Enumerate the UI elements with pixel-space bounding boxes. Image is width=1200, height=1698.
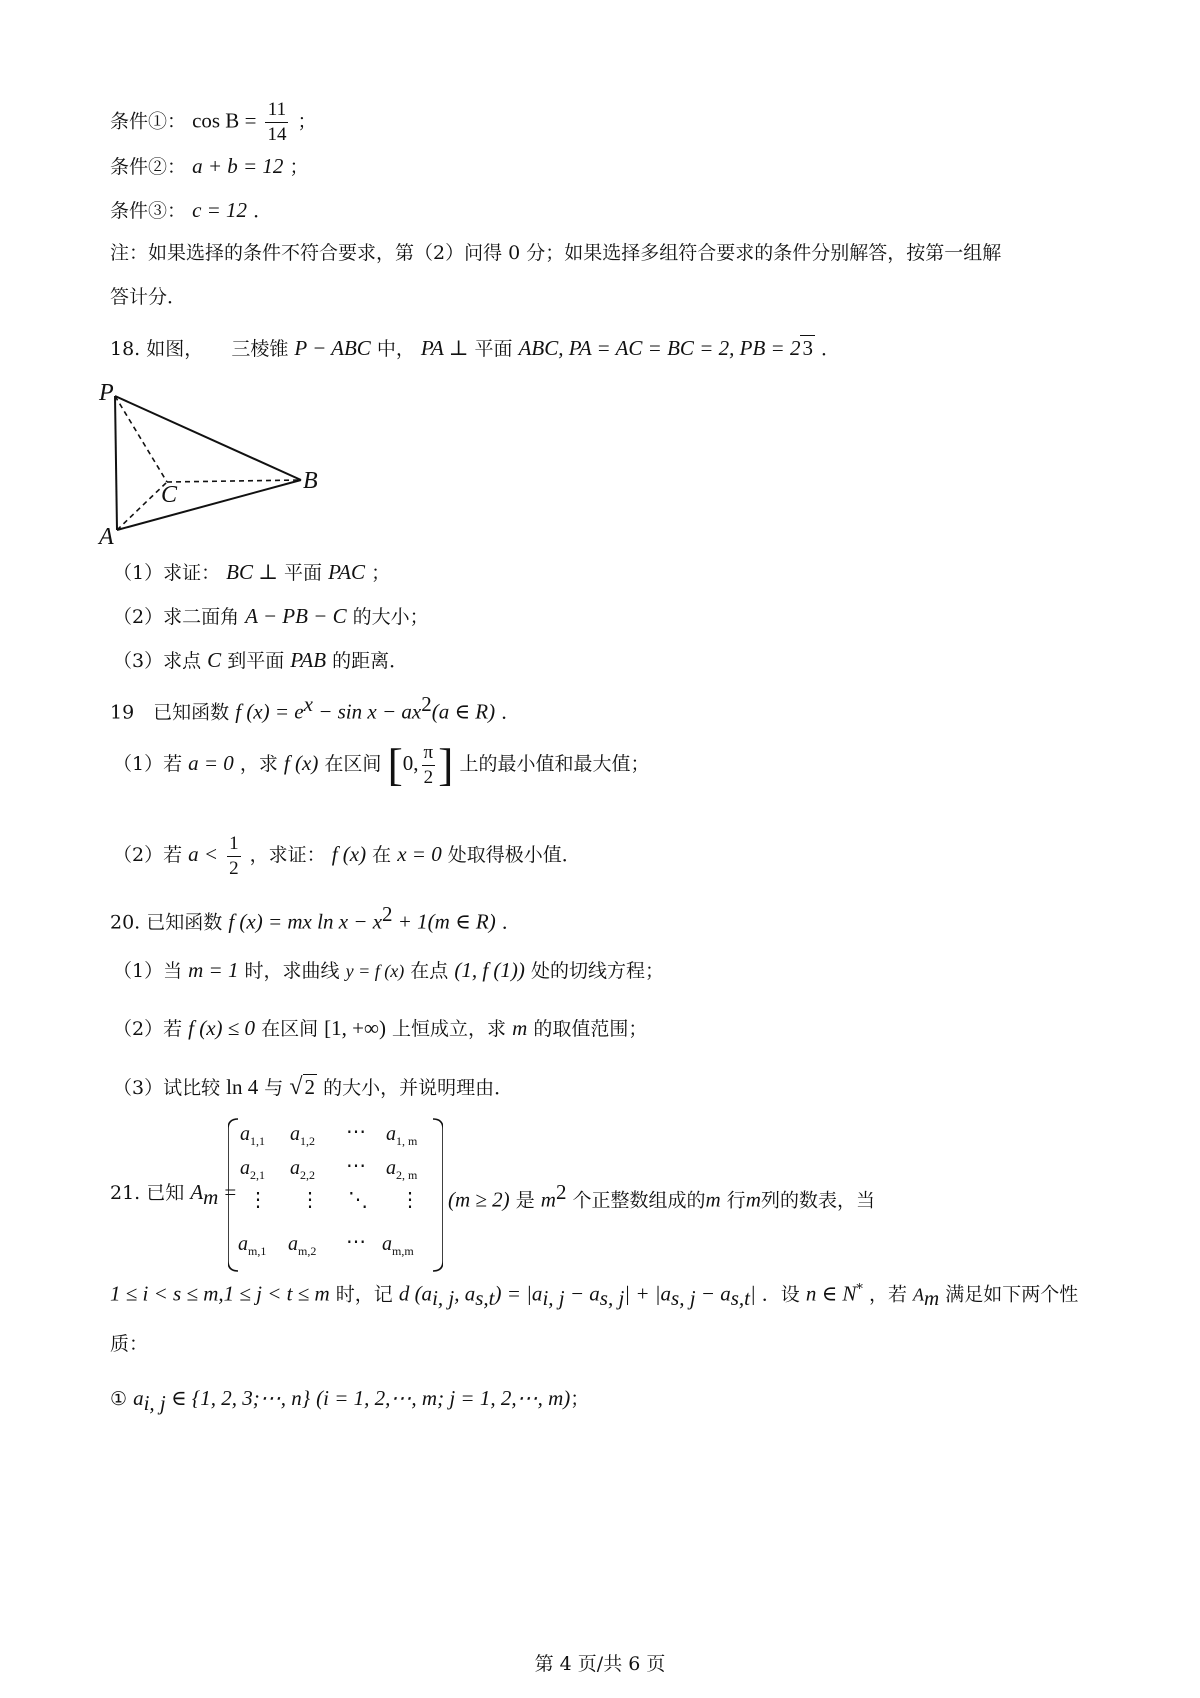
question-21-line-2: 1 ≤ i < s ≤ m,1 ≤ j < t ≤ m 时，记 d ($a_{i, j}$, $a_{s,t}) = |a_{i, j} - a_{s, j}| + |a_{s, j} - a_{s,t}|$ ．设 n ∈ N* ，若 $A_m$ 满足如下两个性 xyxy=(110,1281,1079,1311)
matrix-cell: $a_{1,2}$ xyxy=(290,1123,315,1148)
matrix-cell: ⋱ xyxy=(348,1189,368,1211)
question-21-head: 21. 已知 $A_m$ = xyxy=(110,1180,237,1209)
note-line-1: 注：如果选择的条件不符合要求，第（2）问得 0 分；如果选择多组符合要求的条件分别解答，按第一组解 xyxy=(110,242,1002,264)
question-18-part-2: （2）求二面角 A − PB − C 的大小； xyxy=(113,604,429,628)
pyramid-figure xyxy=(95,378,335,550)
matrix-cell: ⋮ xyxy=(248,1189,268,1211)
matrix-cell: $a_{2, m}$ xyxy=(386,1157,418,1182)
question-18-stem: 18. 如图， 三棱锥 P − ABC 中， PA ⊥ 平面 ABC, PA = AC = BC = 2, PB = 23 ． xyxy=(110,336,840,360)
vertex-label-c: C xyxy=(161,482,178,508)
vertex-label-p: P xyxy=(99,380,114,406)
question-21-property-1: ① $a_{i, j}$ ∈ {1, 2, 3;⋯, n} (i = 1, 2,⋯, m; j = 1, 2,⋯, m)； xyxy=(110,1386,590,1415)
fraction: $\frac{\pi}{2}$ xyxy=(423,741,434,788)
condition-1: 条件①： cos B = $\frac{11}{14}$ ； xyxy=(110,99,317,145)
matrix-cell: $a_{m,m}$ xyxy=(382,1233,414,1258)
matrix-cell: $a_{1,1}$ xyxy=(240,1123,265,1148)
matrix-cell: ⋮ xyxy=(300,1189,320,1211)
question-18-part-1: （1）求证： BC ⊥ 平面 PAC ； xyxy=(113,560,391,584)
matrix-cell: $a_{m,1}$ xyxy=(238,1233,267,1258)
question-21-head-tail: (m ≥ 2) 是 $m^2$ 个正整数组成的m 行m列的数表，当 xyxy=(448,1180,875,1212)
matrix-cell: ⋯ xyxy=(346,1121,366,1143)
vertex-label-b: B xyxy=(303,468,318,494)
question-21-line-3: 质： xyxy=(110,1333,149,1355)
matrix-cell: $a_{2,1}$ xyxy=(240,1157,265,1182)
matrix-cell: $a_{2,2}$ xyxy=(290,1157,315,1182)
matrix-cell: ⋯ xyxy=(346,1155,366,1177)
question-19-stem: 19 已知函数 f $(x) = e^x - \sin x - ax^2(a$ ∈ R) ． xyxy=(110,692,521,724)
matrix-cell: ⋮ xyxy=(400,1189,420,1211)
note-line-2: 答计分． xyxy=(110,286,187,308)
condition-3: 条件③： c = 12 ． xyxy=(110,198,273,222)
fraction: $\frac{1}{2}$ xyxy=(229,832,239,879)
question-20-part-1: （1）当 m = 1 时，求曲线 y = f (x) 在点 (1, f (1)) 处的切线方程； xyxy=(113,958,664,982)
matrix-cell: $a_{1, m}$ xyxy=(386,1123,418,1148)
question-19-part-2: （2）若 a < $\frac{1}{2}$ ，求证： f (x) 在 x = 0 处取得极小值． xyxy=(113,832,581,879)
matrix-cell: $a_{m,2}$ xyxy=(288,1233,317,1258)
matrix-cell: ⋯ xyxy=(346,1231,366,1253)
question-20-part-2: （2）若 f (x) ≤ 0 在区间 [1, +∞) 上恒成立，求 m 的取值范围； xyxy=(113,1016,648,1040)
question-20-stem: 20. 已知函数 f (x) = mx $\ln x - x^2 + 1(m$ ∈ R) ． xyxy=(110,902,521,934)
condition-2: 条件②： a + b = 12 ； xyxy=(110,154,309,178)
question-19-part-1: （1）若 a = 0 ，求 f (x) 在区间 [0, $\frac{\pi}{2}$ ] 上的最小值和最大值； xyxy=(113,739,650,790)
page-footer: 第 4 页/共 6 页 xyxy=(534,1653,666,1675)
vertex-label-a: A xyxy=(99,524,114,550)
question-18-part-3: （3）求点 C 到平面 PAB 的距离． xyxy=(113,648,409,672)
question-20-part-3: （3）试比较 ln 4 与 √2 的大小，并说明理由． xyxy=(113,1074,514,1100)
fraction: $\frac{11}{14}$ xyxy=(267,99,287,145)
matrix-am xyxy=(228,1115,443,1275)
